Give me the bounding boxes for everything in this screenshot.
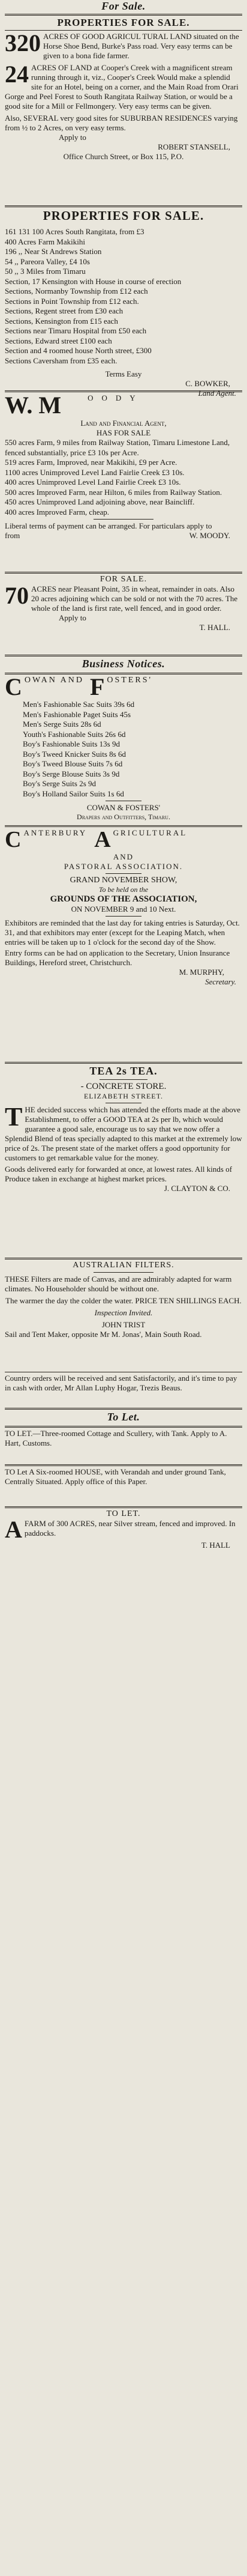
ad-hall-for-sale: [5, 571, 242, 652]
drop-cap: C: [5, 827, 22, 852]
list-item: Men's Fashionable Paget Suits 45s: [23, 709, 131, 719]
list-item: Men's Serge Suits 28s 6d: [23, 720, 101, 729]
heading-initials: W. M: [5, 392, 62, 419]
association-name: PASTORAL ASSOCIATION.: [64, 862, 183, 871]
list-item: 50 ,, 3 Miles from Timaru: [5, 267, 86, 276]
drop-cap: T: [5, 1102, 23, 1132]
has-for-sale: HAS FOR SALE: [96, 428, 151, 437]
ad-paragraph: Goods delivered early for forwarded at once, at lowest rates. All kinds of Produce taken in exchange at highest market prices.: [5, 1165, 233, 1183]
ad-farm-to-let: [5, 1505, 242, 1565]
list-item: Sections Caversham from £35 each.: [5, 356, 118, 365]
moody-heading: [5, 393, 242, 419]
ad-house-to-let: [5, 1463, 242, 1504]
drop-cap: F: [89, 673, 105, 700]
ad-stansell-properties: [5, 17, 242, 203]
business-banner: Business Notices.: [82, 658, 165, 670]
ad-paragraph: Also, SEVERAL very good sites for SUBURBAN RESIDENCES varying from ½ to 2 Acres, on very easy terms.: [5, 114, 238, 132]
list-item: Section and 4 roomed house North street, £300: [5, 346, 152, 355]
advertiser-name: T. HALL.: [199, 623, 230, 632]
ad-paragraph: TO LET.—Three-roomed Cottage and Scullery, with Tank. Apply to A. Hart, Customs.: [5, 1429, 227, 1447]
divider: [100, 1079, 147, 1080]
advertiser-name: JOHN TRIST: [101, 1320, 146, 1329]
price-list: [5, 700, 242, 799]
show-held-on: To be held on the: [98, 885, 149, 894]
list-item: 54 ,, Pareora Valley, £4 10s: [5, 256, 90, 266]
divider: [5, 14, 242, 16]
advertiser-name: W. MOODY.: [189, 531, 230, 540]
divider: [106, 916, 141, 917]
ad-heading: PROPERTIES FOR SALE.: [43, 208, 204, 223]
advertiser-role: Land Agent.: [198, 389, 236, 398]
divider: [94, 1272, 153, 1273]
divider: [106, 873, 141, 874]
ad-canterbury-association: [5, 824, 242, 1059]
heading-rest: ANTERBURY: [23, 828, 88, 837]
ad-clayton-tea: [5, 1061, 242, 1255]
ad-heading: TEA 2s TEA.: [89, 1065, 158, 1077]
ad-paragraph: Exhibitors are reminded that the last day for taking entries is Saturday, Oct. 31, and that exhibitors may enter (except for the Leaping Match, when entries will be taken up to 1 o'clock for the second day of the Show.: [5, 918, 240, 947]
list-item: Sections, Normanby Township from £12 each: [5, 286, 148, 295]
list-item: Sections, Regent street from £30 each: [5, 306, 123, 315]
moody-list: [5, 438, 242, 517]
to-let-banner-block: [5, 1407, 242, 1423]
drop-cap: A: [5, 1516, 22, 1543]
divider: [5, 655, 242, 656]
advertiser-name: T. HALL: [201, 1541, 230, 1550]
list-item: Youth's Fashionable Suits 26s 6d: [23, 729, 126, 739]
divider: [5, 673, 242, 674]
advertiser-address: Sail and Tent Maker, opposite Mr M. Jonas', Main South Road.: [5, 1330, 202, 1339]
canterbury-heading: [5, 828, 242, 852]
agent-description: Land and Financial Agent,: [80, 419, 167, 428]
ad-paragraph: HE decided success which has attended the efforts made at the above Establishment, to offer a GOOD TEA at 2s per lb, which would guarantee a good sale, encourage us to say that we now offer a Splendid Blend of teas specially adapted to this market at the extremely low price of 2s. The present state of the market offers a good opportunity for customers to get remarkable value for the money.: [5, 1105, 242, 1162]
for-sale-banner: For Sale.: [101, 0, 146, 12]
divider: [5, 1464, 242, 1466]
ad-country-orders: [5, 1371, 242, 1405]
list-item: 400 Acres Farm Makikihi: [5, 237, 85, 246]
ad-paragraph: FARM of 300 ACRES, near Silver stream, fenced and improved. In paddocks.: [24, 1519, 236, 1538]
heading-rest: OWAN AND: [24, 676, 84, 685]
store-street: ELIZABETH STREET.: [83, 1092, 164, 1100]
list-item: Sections in Point Township from £12 each.: [5, 296, 139, 306]
list-item: 400 acres Unimproved Level Land Fairlie Creek £3 10s.: [5, 477, 181, 486]
ad-cowan-fosters: [5, 671, 242, 823]
divider: [5, 1062, 242, 1064]
advertiser-name: J. CLAYTON & CO.: [164, 1184, 230, 1193]
acreage-number: 320: [5, 29, 41, 56]
drop-cap: C: [5, 673, 22, 700]
ad-paragraph: ACRES near Pleasant Point, 35 in wheat, remainder in oats. Also 20 acres adjoining which can be sold or not with the 70 acres. The whole of the land is first rate, well fenced, and in good order.: [31, 584, 238, 613]
show-grounds: GROUNDS OF THE ASSOCIATION,: [50, 894, 197, 904]
store-name: - CONCRETE STORE.: [80, 1082, 167, 1091]
heading-rest: GRICULTURAL: [113, 828, 188, 837]
list-item: 400 acres Improved Farm, cheap.: [5, 507, 109, 517]
list-item: 1100 acres Unimproved Level Land Fairlie Creek £3 10s.: [5, 467, 185, 477]
list-item: Boy's Fashionable Suits 13s 9d: [23, 739, 120, 748]
ad-paragraph: TO Let A Six-roomed HOUSE, with Verandah and under ground Tank, Centrally Situated. Apply office of this Paper.: [5, 1467, 226, 1486]
divider: [5, 1426, 242, 1428]
list-item: Boy's Tweed Blouse Suits 7s 6d: [23, 759, 123, 768]
cowan-heading: [5, 673, 242, 700]
list-item: 500 acres Improved Farm, near Hilton, 6 miles from Railway Station.: [5, 487, 222, 497]
list-item: Sections, Edward street £100 each: [5, 336, 112, 345]
heading-rest: OODY: [88, 393, 144, 402]
advertiser-role: Secretary.: [205, 977, 236, 986]
list-item: Men's Fashionable Sac Suits 39s 6d: [23, 700, 135, 709]
invite-text: Inspection Invited.: [94, 1308, 153, 1317]
divider: [5, 825, 242, 827]
divider: [5, 1258, 242, 1259]
advertiser-name: C. BOWKER,: [185, 379, 230, 388]
advertiser-name: COWAN & FOSTERS': [86, 803, 161, 812]
list-item: Boy's Tweed Knicker Suits 8s 6d: [23, 749, 126, 759]
show-dates: ON NOVEMBER 9 and 10 Next.: [71, 905, 176, 914]
list-item: Boy's Holland Sailor Suits 1s 6d: [23, 789, 124, 798]
apply-label: Apply to: [59, 613, 86, 622]
ad-paragraph: THESE Filters are made of Canvas, and are admirably adapted for warm climates. No Householder should be without one.: [5, 1274, 232, 1293]
divider: [94, 519, 153, 520]
ad-heading: FOR SALE.: [100, 575, 147, 584]
list-item: 450 acres Unimproved Land adjoining above, near Baincliff.: [5, 497, 195, 506]
ad-paragraph: Entry forms can be had on application to the Secretary, Union Insurance Buildings, Hereford street, Christchurch.: [5, 948, 230, 967]
drop-cap: A: [94, 827, 111, 852]
for-sale-banner-block: [5, 0, 242, 16]
divider: [5, 1506, 242, 1508]
ad-heading: AUSTRALIAN FILTERS.: [73, 1261, 174, 1270]
ad-heading: TO LET.: [106, 1509, 141, 1518]
ad-heading: PROPERTIES FOR SALE.: [57, 17, 190, 28]
heading-and: AND: [113, 852, 134, 861]
apply-label: Apply to: [59, 133, 86, 142]
ad-paragraph: Country orders will be received and sent Satisfactorily, and it's time to pay in cash with order, Mr Allan Luphy Hogar, Trezis Beaus.: [5, 1374, 237, 1392]
heading-rest: OSTERS': [107, 676, 153, 685]
list-item: Section, 17 Kensington with House in course of erection: [5, 276, 182, 286]
list-item: 161 131 100 Acres South Rangitata, from £3: [5, 227, 144, 236]
divider: [5, 1408, 242, 1410]
ad-trist-filters: [5, 1256, 242, 1369]
list-item: Boy's Serge Suits 2s 9d: [23, 779, 97, 788]
show-title: GRAND NOVEMBER SHOW,: [70, 876, 177, 885]
acreage-number: 24: [5, 61, 29, 88]
advertiser-address: Office Church Street, or Box 115, P.O.: [63, 152, 184, 161]
ad-paragraph: ACRES OF LAND at Cooper's Creek with a magnificent stream running through it, viz., Cooper's Creek Would make a splendid site for an Hotel, being on a corner, and the Main Road from Orari Gorge and Peel Forest to South Rangitata Railway Station, or would be a good site for a Mill or Fellmongery. Very easy terms can be given.: [5, 63, 239, 111]
advertiser-role: Drapers and Outfitters, Timaru.: [77, 813, 170, 821]
ad-paragraph: ACRES OF GOOD AGRICUL TURAL LAND situated on the Horse Shoe Bend, Burke's Pass road. Very easy terms can be given to a bona fide farmer.: [43, 32, 239, 60]
to-let-banner: To Let.: [107, 1411, 140, 1423]
list-item: Sections near Timaru Hospital from £50 each: [5, 326, 147, 335]
from-label: from: [5, 531, 20, 540]
list-item: 550 acres Farm, 9 miles from Railway Station, Timaru Limestone Land, fenced substantially, price £3 10s per Acre.: [5, 438, 230, 457]
terms-text: Terms Easy: [105, 369, 142, 378]
ad-cottage-to-let: [5, 1425, 242, 1462]
list-item: 196 ,, Near St Andrews Station: [5, 247, 102, 256]
advertiser-name: ROBERT STANSELL,: [158, 142, 230, 151]
divider: [5, 205, 242, 207]
list-item: 519 acres Farm, Improved, near Makikihi, £9 per Acre.: [5, 458, 177, 467]
terms-text: Liberal terms of payment can be arranged. For particulars apply to: [5, 521, 212, 530]
list-item: Boy's Serge Blouse Suits 3s 9d: [23, 769, 120, 778]
advertiser-name: M. MURPHY,: [179, 968, 224, 977]
acreage-number: 70: [5, 582, 29, 609]
property-list: [5, 227, 242, 366]
ad-moody-agent: [5, 389, 242, 569]
ad-paragraph: The warmer the day the colder the water. PRICE TEN SHILLINGS EACH.: [5, 1296, 242, 1305]
list-item: Sections, Kensington from £15 each: [5, 316, 118, 326]
business-banner-block: [5, 653, 242, 670]
divider: [5, 572, 242, 574]
